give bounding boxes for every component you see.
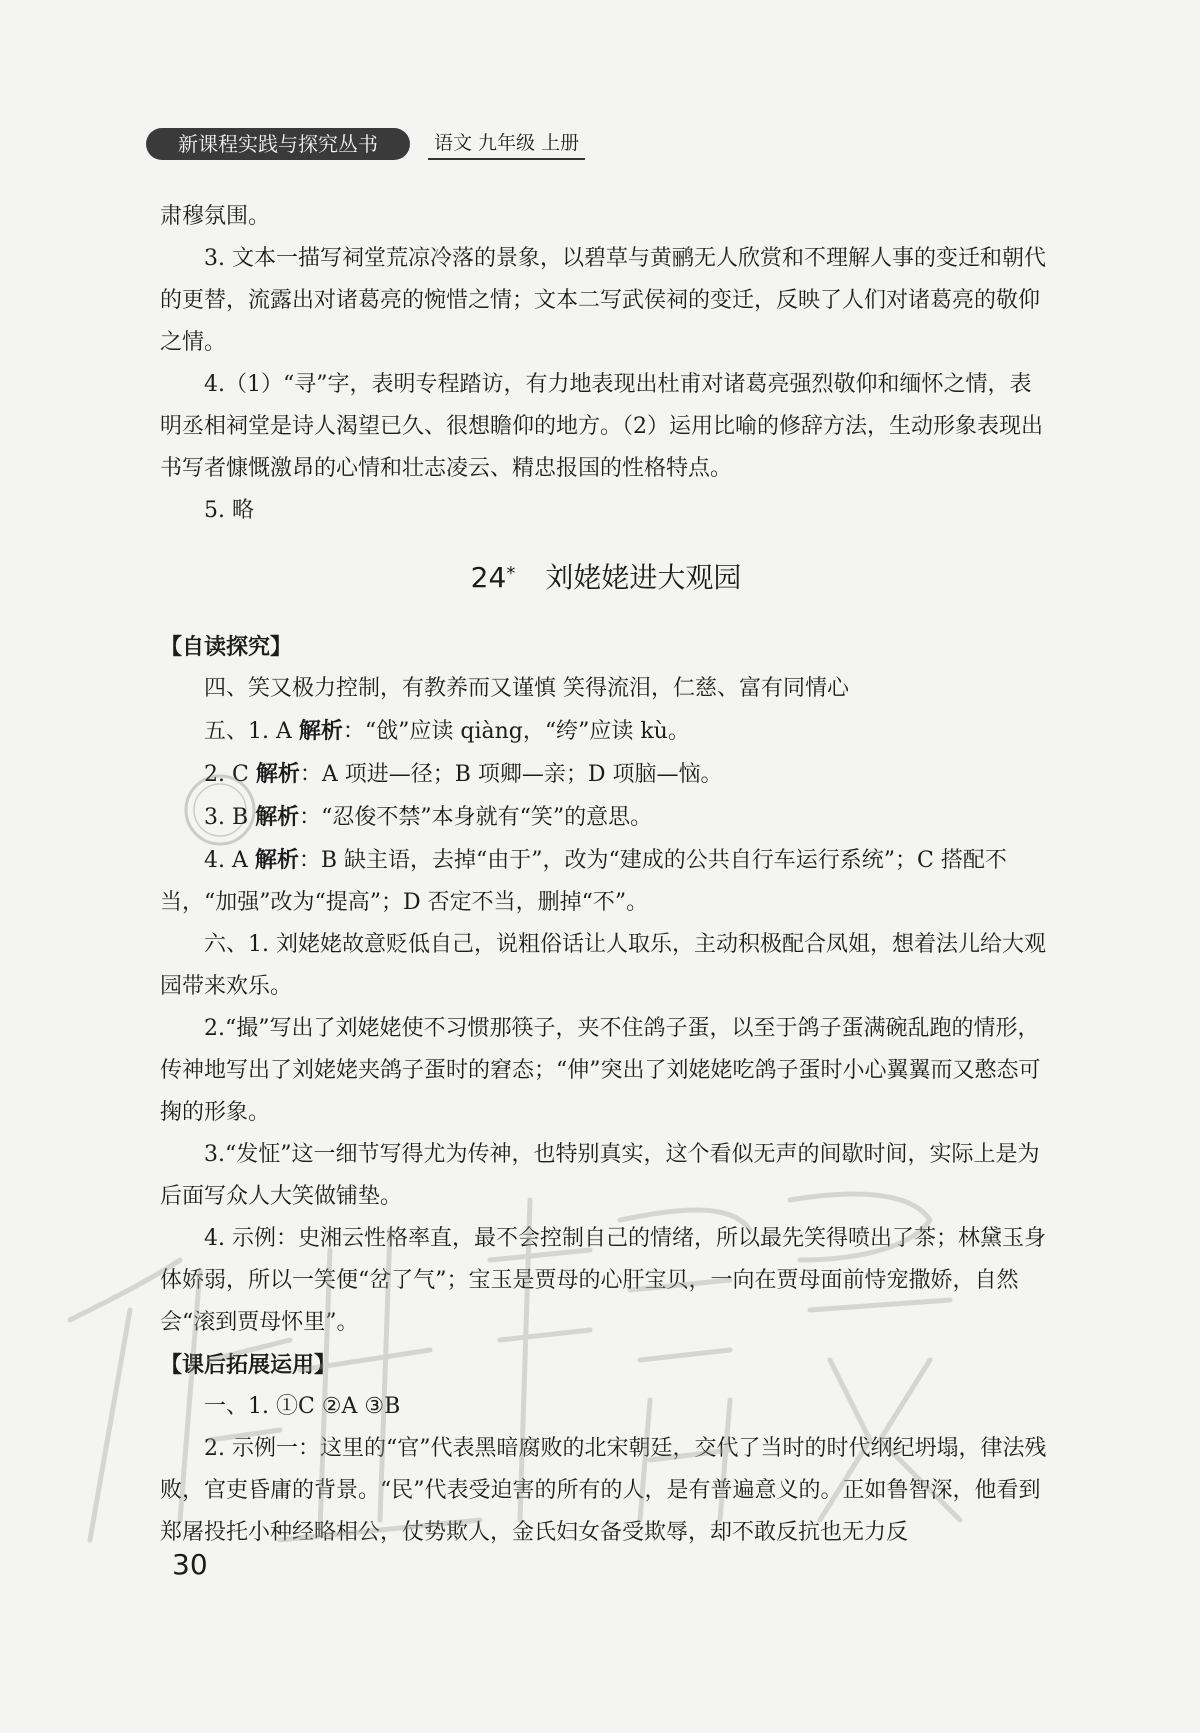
paragraph: 5. 略: [204, 498, 254, 523]
answer-item: 2. C 解析：A 项进—径；B 项卿—亲；D 项脑—恼。: [204, 761, 723, 787]
section-heading: 【自读探究】: [160, 634, 293, 660]
stamp-logo: [180, 770, 260, 850]
answer-item: 五、1. A 解析：“戗”应读 qiàng，“绔”应读 kù。: [204, 718, 690, 744]
answer-item: 4. A 解析：B 缺主语，去掉“由于”，改为“建成的公共自行车运行系统”；C 搭配不当，“加强”改为“提高”；D 否定不当，删掉“不”。: [160, 847, 1007, 915]
running-header: [146, 128, 626, 160]
page-number: 30: [172, 1548, 208, 1581]
lesson-name: 刘姥姥进大观园: [545, 561, 742, 594]
paragraph: 4.（1）“寻”字，表明专程踏访，有力地表现出杜甫对诸葛亮强烈敬仰和缅怀之情，表明丞相祠堂是诗人渴望已久、很想瞻仰的地方。（2）运用比喻的修辞方法，生动形象表现出书写者慷慨激昂的心情和壮志凌云、精忠报国的性格特点。: [160, 372, 1044, 481]
answer-item: 3.“发怔”这一细节写得尤为传神，也特别真实，这个看似无声的间歇时间，实际上是为后面写众人大笑做铺垫。: [160, 1142, 1040, 1209]
paragraph: 肃穆氛围。: [160, 204, 271, 229]
lesson-mark: *: [506, 563, 516, 584]
answer-item: 六、1. 刘姥姥故意贬低自己，说粗俗话让人取乐，主动积极配合凤姐，想着法儿给大观园带来欢乐。: [160, 932, 1046, 999]
section-heading: 【课后拓展运用】: [160, 1352, 337, 1378]
answer-item: 四、笑又极力控制，有教养而又谨慎 笑得流泪，仁慈、富有同情心: [204, 676, 849, 701]
page-content: [160, 196, 1052, 1554]
answer-item: 2. 示例一：这里的“官”代表黑暗腐败的北宋朝廷，交代了当时的时代纲纪坍塌，律法残败，官吏昏庸的背景。“民”代表受迫害的所有的人，是有普遍意义的。正如鲁智深，他看到郑屠投托小种经略相公，仗势欺人，金氏妇女备受欺辱，却不敢反抗也无力反: [160, 1436, 1047, 1545]
answer-item: 一、1. ①C ②A ③B: [204, 1394, 401, 1419]
answer-item: 2.“撮”写出了刘姥姥使不习惯那筷子，夹不住鸽子蛋，以至于鸽子蛋满碗乱跑的情形，传神地写出了刘姥姥夹鸽子蛋时的窘态；“伸”突出了刘姥姥吃鸽子蛋时小心翼翼而又憨态可掬的形象。: [160, 1016, 1041, 1125]
paragraph: 3. 文本一描写祠堂荒凉冷落的景象，以碧草与黄鹂无人欣赏和不理解人事的变迁和朝代的更替，流露出对诸葛亮的惋惜之情；文本二写武侯祠的变迁，反映了人们对诸葛亮的敬仰之情。: [160, 246, 1046, 355]
grade-label: 语文 九年级 上册: [428, 128, 585, 160]
series-badge: 新课程实践与探究丛书: [146, 128, 410, 160]
answer-item: 4. 示例：史湘云性格率直，最不会控制自己的情绪，所以最先笑得喷出了茶；林黛玉身体娇弱，所以一笑便“岔了气”；宝玉是贾母的心肝宝贝，一向在贾母面前恃宠撒娇，自然会“滚到贾母怀里”。: [160, 1226, 1046, 1335]
answer-item: 3. B 解析：“忍俊不禁”本身就有“笑”的意思。: [204, 804, 653, 830]
lesson-number: 24: [470, 561, 507, 594]
lesson-title: [160, 556, 1052, 600]
